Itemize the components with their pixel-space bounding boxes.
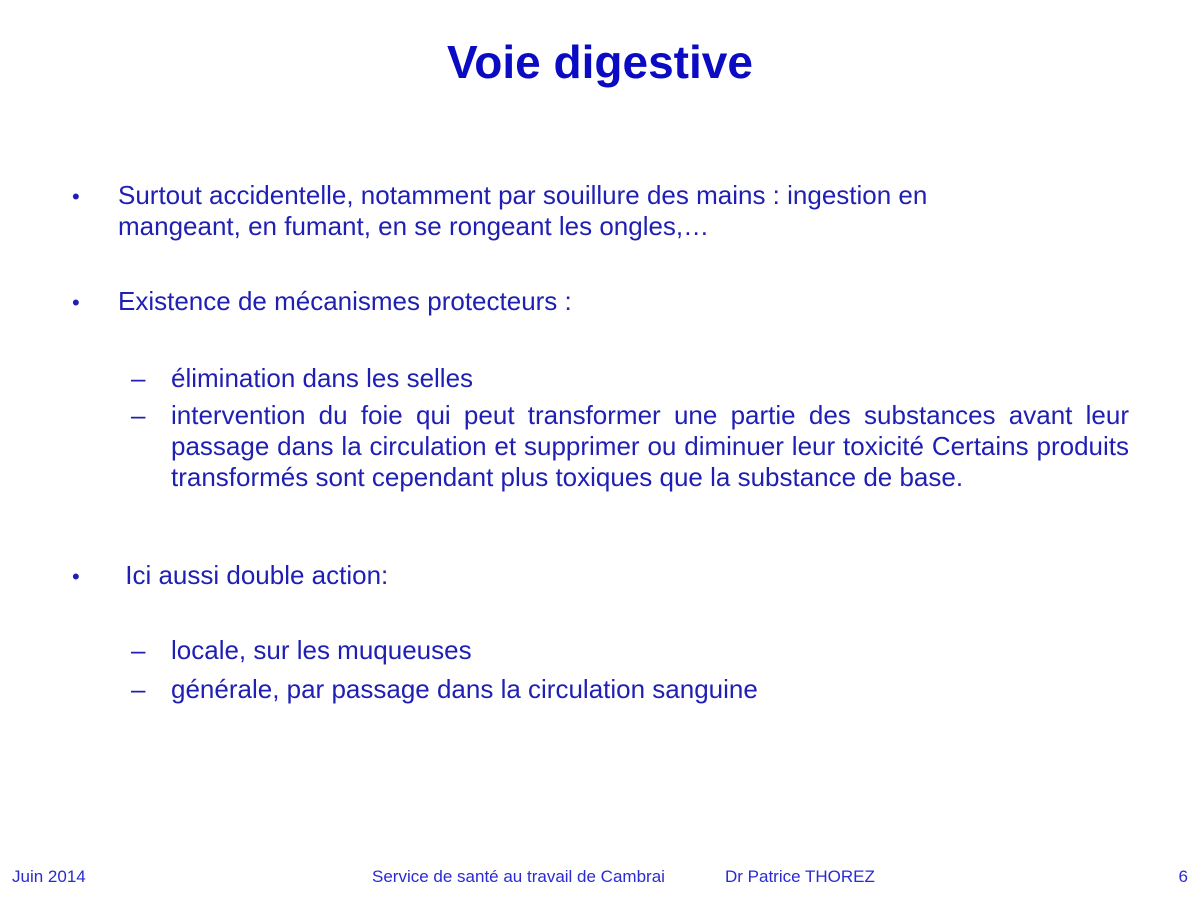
- bullet-text: Surtout accidentelle, notamment par souillure des mains : ingestion en mangeant, en fumant, en se rongeant les ongles,…: [118, 180, 928, 241]
- bullet-marker: •: [72, 290, 80, 315]
- sub-bullet-text: intervention du foie qui peut transformer une partie des substances avant leur passage dans la circulation et supprimer ou diminuer leur toxicité Certains produits transformés sont cependant plus toxiques que la substance de base.: [171, 400, 1129, 492]
- sub-bullet-text: élimination dans les selles: [171, 363, 474, 393]
- footer-page-number: 6: [1178, 867, 1188, 886]
- sub-bullet-text: locale, sur les muqueuses: [171, 635, 472, 665]
- footer-date: Juin 2014: [12, 867, 86, 886]
- slide-title: Voie digestive: [447, 36, 753, 88]
- bullet-marker: •: [72, 564, 80, 589]
- bullet-marker: •: [72, 184, 80, 209]
- footer-author: Dr Patrice THOREZ: [725, 867, 875, 886]
- bullet-text: Existence de mécanismes protecteurs :: [118, 286, 572, 316]
- dash-marker: –: [131, 674, 146, 704]
- footer-service: Service de santé au travail de Cambrai: [372, 867, 665, 886]
- dash-marker: –: [131, 400, 146, 430]
- dash-marker: –: [131, 635, 146, 665]
- sub-bullet-text: générale, par passage dans la circulation sanguine: [171, 674, 758, 704]
- dash-marker: –: [131, 363, 146, 393]
- bullet-text: Ici aussi double action:: [118, 560, 389, 590]
